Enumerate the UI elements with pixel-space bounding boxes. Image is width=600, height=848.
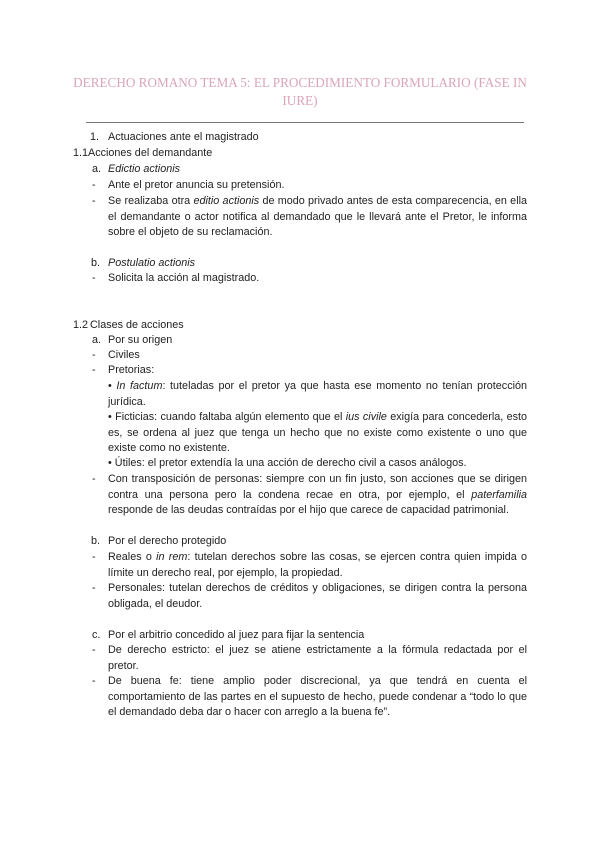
subsection-1-2-heading: Clases de acciones [90,319,184,331]
list-item: Civiles [108,349,140,361]
list-item-paragraph: De buena fe: tiene amplio poder discrecional, ya que tendrá en cuenta el comportamiento de las partes en el supuesto de hecho, puede condenar a “todo lo que el demandado deba dar o hacer con arreglo a la buena fe”. [108,675,527,719]
text-run: responde de las deudas contraídas por el hijo que carece de capacidad patrimonial. [108,504,509,517]
sub-bullet-in-factum [108,379,527,410]
dash-bullet: - [92,179,96,191]
section-1-heading: Actuaciones ante el magistrado [108,131,259,143]
text-run: de modo privado antes de esta comparecencia, en ella el demandante o actor notifica al demandado que le llevará ante el Pretor, le informa sobre el objeto de su reclamación. [108,195,527,239]
subsection-1-1-heading: Acciones del demandante [88,147,213,159]
list-item: Ante el pretor anuncia su pretensión. [108,179,285,191]
dash-bullet: - [92,272,96,284]
sub-bullet-ficticias [108,410,527,457]
in-rem-term: in rem [156,551,188,563]
in-factum-term: In factum [116,380,163,392]
ius-civile-term: ius civile [345,411,387,423]
item-c-letter: c. [92,629,101,641]
dash-bullet: - [92,675,96,687]
item-a-letter: a. [92,163,102,175]
edictio-actionis-term: Edictio actionis [108,163,181,175]
item-b-letter: b. [91,535,101,547]
title-divider [86,122,524,123]
item-b-heading [108,256,195,272]
text-run: • Ficticias: cuando faltaba algún elemento que el [108,411,346,423]
dash-bullet: - [92,644,96,656]
text-run: Se realizaba otra [108,195,194,207]
dash-bullet: - [92,551,96,563]
bullet-glyph: • [108,380,112,392]
paterfamilia-term: paterfamilia [471,488,527,501]
dash-bullet: - [92,473,96,485]
list-item: Pretorias: [108,364,155,376]
list-item: Solicita la acción al magistrado. [108,272,260,284]
document-title: DERECHO ROMANO TEMA 5: EL PROCEDIMIENTO FORMULARIO (FASE IN IURE) [73,75,527,108]
item-a-heading [108,162,180,178]
dash-bullet: - [92,195,96,207]
dash-bullet: - [92,364,96,376]
section-1-number: 1. [90,131,100,143]
text-run: Reales o [108,551,157,563]
item-b-heading: Por el derecho protegido [108,535,227,547]
item-b-letter: b. [91,257,101,269]
item-c-heading: Por el arbitrio concedido al juez para fijar la sentencia [108,629,365,641]
list-item-paragraph [108,550,527,581]
subsection-1-2-number: 1.2 [73,319,89,331]
editio-actionis-term: editio actionis [193,195,260,207]
list-item-paragraph [108,472,527,519]
subsection-1-1-number: 1.1 [73,147,89,159]
text-run: : tuteladas por el pretor ya que hasta ese momento no tenían protección jurídica. [108,380,527,408]
postulatio-actionis-term: Postulatio actionis [108,257,196,269]
text-run: : tutelan derechos sobre las cosas, se ejercen contra quien impida o límite un derecho real, por ejemplo, la propiedad. [108,551,527,579]
list-item-paragraph [108,194,527,241]
item-a-letter: a. [92,334,102,346]
sub-bullet-utiles: • Útiles: el pretor extendía la una acción de derecho civil a casos análogos. [108,457,467,469]
dash-bullet: - [92,349,96,361]
list-item-paragraph: De derecho estricto: el juez se atiene estrictamente a la fórmula redactada por el pretor. [108,644,527,672]
text-run: exigía para concederla, esto es, se ordena al juez que tenga un hecho que no existe como existente o uno que existe como no existente. [108,411,527,455]
text-run: Con transposición de personas: siempre con un fin justo, son acciones que se dirigen contra una persona pero la condena recae en otra, por ejemplo, el [108,473,527,501]
dash-bullet: - [92,582,96,594]
list-item-paragraph: Personales: tutelan derechos de créditos y obligaciones, se dirigen contra la persona obligada, el deudor. [108,582,527,610]
item-a-heading: Por su origen [108,334,173,346]
